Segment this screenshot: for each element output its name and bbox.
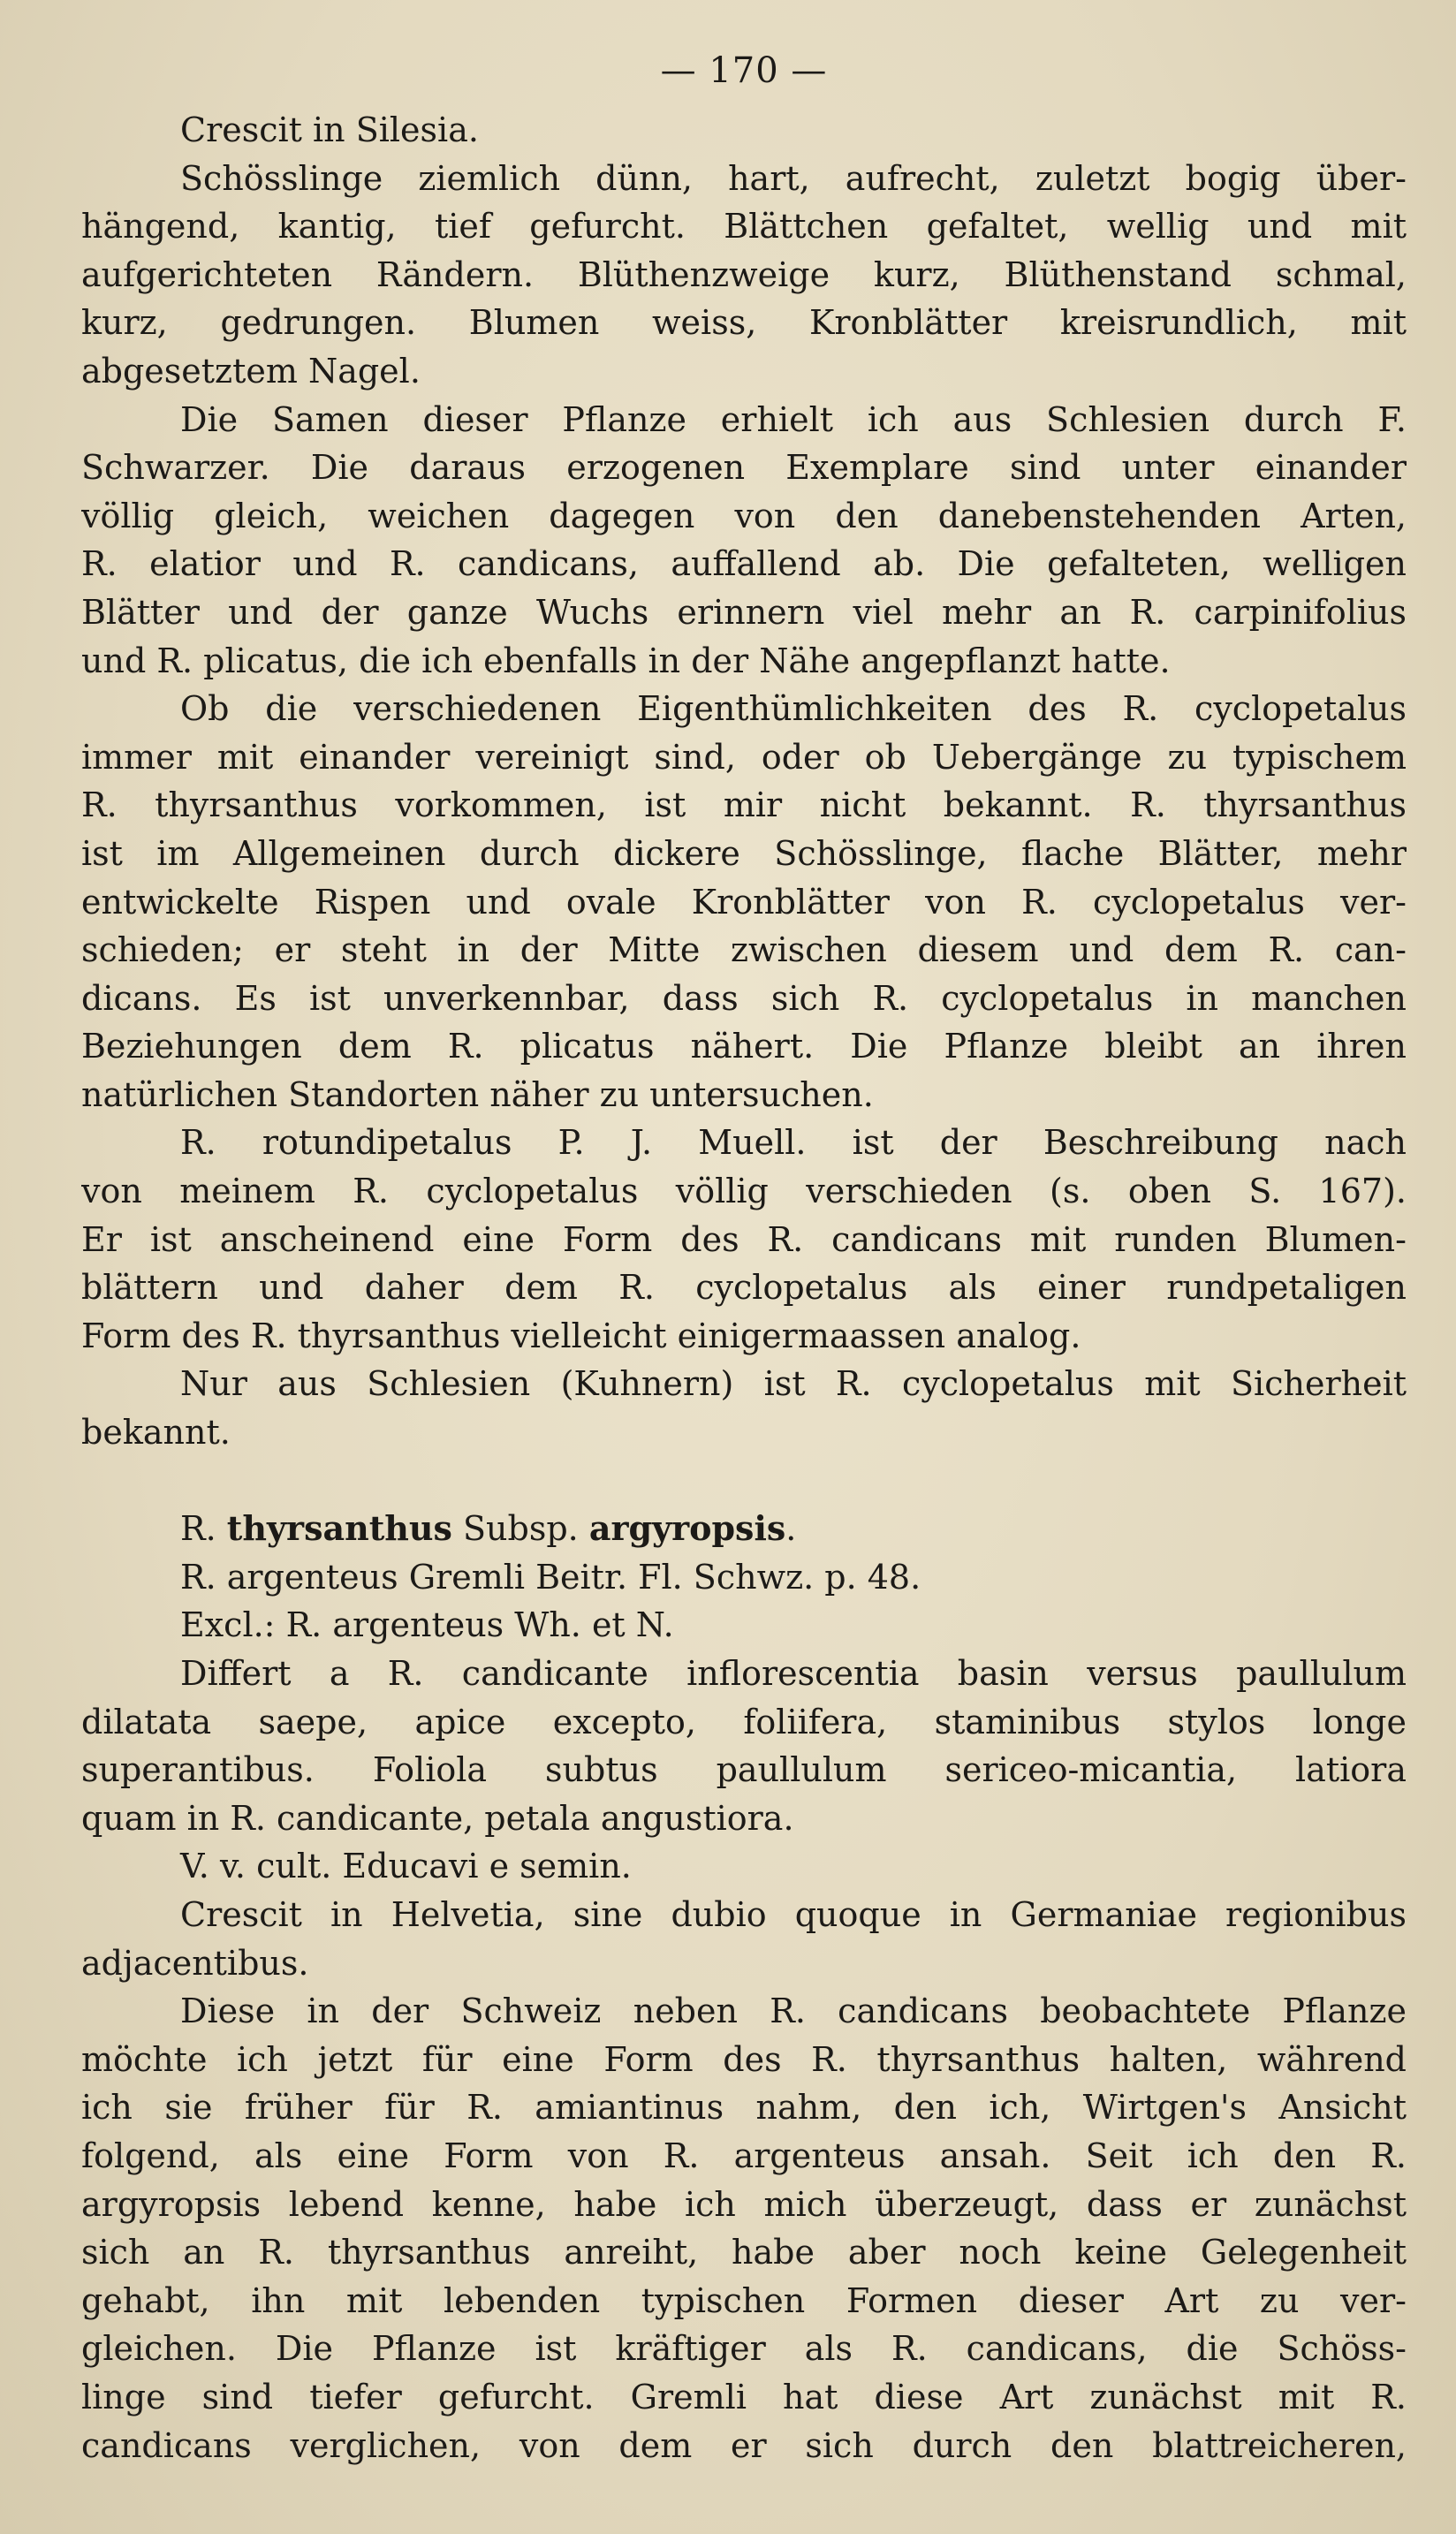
text-line: Schösslinge ziemlich dünn, hart, aufrecht, zuletzt bogig über- [180,158,1407,198]
text-line: R. argenteus Gremli Beitr. Fl. Schwz. p. 48. [180,1557,921,1597]
text-line: und R. plicatus, die ich ebenfalls in der Nähe angepflanzt hatte. [81,641,1171,680]
text-line: Differt a R. candicante inflorescentia basin versus paullulum [180,1654,1407,1693]
text-block-cyclopetalus [81,106,1407,1457]
text-line: argyropsis lebend kenne, habe ich mich überzeugt, dass er zunächst [81,2184,1407,2224]
text-line: von meinem R. cyclopetalus völlig verschieden (s. oben S. 167). [81,1172,1407,1211]
text-line: R. elatior und R. candicans, auffallend ab. Die gefalteten, welligen [81,544,1407,584]
text-line: bekannt. [81,1413,231,1453]
text-line: quam in R. candicante, petala angustiora. [81,1798,794,1838]
text-line: superantibus. Foliola subtus paullulum sericeo-micantia, latiora [81,1750,1407,1790]
text-line: R. rotundipetalus P. J. Muell. ist der Beschreibung nach [180,1123,1407,1163]
text-line: möchte ich jetzt für eine Form des R. thyrsanthus halten, während [81,2039,1407,2079]
heading-subspecies: argyropsis [588,1508,786,1549]
text-line: dilatata saepe, apice excepto, foliifera, staminibus stylos longe [81,1702,1407,1741]
text-line: V. v. cult. Educavi e semin. [180,1847,632,1886]
text-line: immer mit einander vereinigt sind, oder ob Uebergänge zu typischem [81,737,1407,777]
text-line: Die Samen dieser Pflanze erhielt ich aus Schlesien durch F. [180,399,1407,439]
text-line: candicans verglichen, von dem er sich durch den blattreicheren, [81,2425,1407,2465]
text-line: schieden; er steht in der Mitte zwischen diesem und dem R. can- [81,930,1407,970]
book-page [81,35,1407,2470]
text-line: ich sie früher für R. amiantinus nahm, den ich, Wirtgen's Ansicht [81,2088,1407,2128]
heading-suffix: . [785,1509,797,1549]
section-heading [81,1505,1407,1553]
text-block-argyropsis [81,1553,1407,2470]
text-line: dicans. Es ist unverkennbar, dass sich R. cyclopetalus in manchen [81,978,1407,1018]
text-line: abgesetztem Nagel. [81,351,421,391]
heading-species: thyrsanthus [226,1508,452,1549]
text-line: blättern und daher dem R. cyclopetalus als einer rundpetaligen [81,1268,1407,1308]
section-gap [81,1457,1407,1506]
text-line: Crescit in Helvetia, sine dubio quoque in Germaniae regionibus [180,1894,1407,1934]
text-line: hängend, kantig, tief gefurcht. Blättchen gefaltet, wellig und mit [81,207,1407,247]
text-line: R. thyrsanthus vorkommen, ist mir nicht bekannt. R. thyrsanthus [81,785,1407,825]
heading-prefix: R. [180,1509,227,1549]
heading-middle: Subsp. [451,1509,589,1549]
text-line: aufgerichteten Rändern. Blüthenzweige kurz, Blüthenstand schmal, [81,254,1407,294]
text-line: Excl.: R. argenteus Wh. et N. [180,1605,674,1645]
text-line: Ob die verschiedenen Eigenthümlichkeiten des R. cyclopetalus [180,689,1407,729]
text-line: gleichen. Die Pflanze ist kräftiger als R. candicans, die Schöss- [81,2329,1407,2369]
text-line: gehabt, ihn mit lebenden typischen Formen dieser Art zu ver- [81,2280,1407,2320]
text-line: Diese in der Schweiz neben R. candicans beobachtete Pflanze [180,1992,1407,2031]
text-line: völlig gleich, weichen dagegen von den danebenstehenden Arten, [81,496,1407,535]
text-line: Form des R. thyrsanthus vielleicht einigermaassen analog. [81,1316,1081,1355]
text-line: Nur aus Schlesien (Kuhnern) ist R. cyclopetalus mit Sicherheit [180,1364,1407,1404]
text-line: kurz, gedrungen. Blumen weiss, Kronblätter kreisrundlich, mit [81,303,1407,343]
text-line: Blätter und der ganze Wuchs erinnern viel mehr an R. carpinifolius [81,592,1407,632]
text-line: ist im Allgemeinen durch dickere Schösslinge, flache Blätter, mehr [81,833,1407,873]
text-line: entwickelte Rispen und ovale Kronblätter von R. cyclopetalus ver- [81,882,1407,922]
text-line: Er ist anscheinend eine Form des R. candicans mit runden Blumen- [81,1219,1407,1259]
text-line: adjacentibus. [81,1943,309,1983]
text-line: folgend, als eine Form von R. argenteus ansah. Seit ich den R. [81,2136,1407,2175]
page-number: — 170 — [660,50,828,91]
text-line: sich an R. thyrsanthus anreiht, habe aber noch keine Gelegenheit [81,2233,1407,2272]
text-line: natürlichen Standorten näher zu untersuchen. [81,1074,874,1114]
text-line: Schwarzer. Die daraus erzogenen Exemplare sind unter einander [81,448,1407,488]
text-line: Beziehungen dem R. plicatus nähert. Die Pflanze bleibt an ihren [81,1027,1407,1066]
text-line: Crescit in Silesia. [180,110,479,149]
text-line: linge sind tiefer gefurcht. Gremli hat diese Art zunächst mit R. [81,2377,1407,2416]
